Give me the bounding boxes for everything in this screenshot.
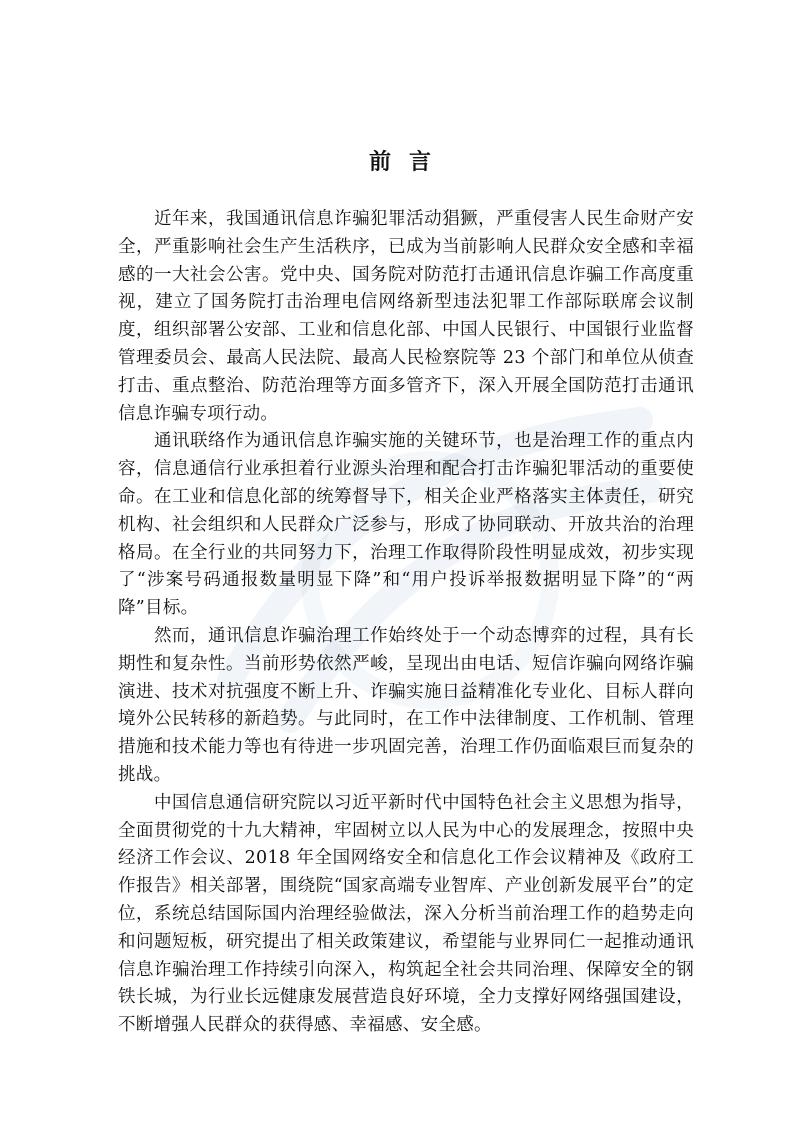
paragraph-1: 近年来，我国通讯信息诈骗犯罪活动猖獗，严重侵害人民生命财产安全，严重影响社会生产生活秩序，已成为当前影响人民群众安全感和幸福感的一大社会公害。党中央、国务院对防范打击通讯信息诈骗工作高度重视，建立了国务院打击治理电信网络新型违法犯罪工作部际联席会议制度，组织部署公安部、工业和信息化部、中国人民银行、中国银行业监督管理委员会、最高人民法院、最高人民检察院等 23 个部门和单位从侦查打击、重点整治、防范治理等方面多管齐下，深入开展全国防范打击通讯信息诈骗专项行动。 <box>118 209 694 424</box>
paragraph-4: 中国信息通信研究院以习近平新时代中国特色社会主义思想为指导，全面贯彻党的十九大精神，牢固树立以人民为中心的发展理念，按照中央经济工作会议、2018 年全国网络安全和信息化工作会议精神及《政府工作报告》相关部署，围绕院“国家高端专业智库、产业创新发展平台”的定位，系统总结国际国内治理经验做法，深入分析当前治理工作的趋势走向和问题短板，研究提出了相关政策建议，希望能与业界同仁一起推动通讯信息诈骗治理工作持续引向深入，构筑起全社会共同治理、保障安全的钢铁长城，为行业长远健康发展营造良好环境，全力支撑好网络强国建设，不断增强人民群众的获得感、幸福感、安全感。 <box>118 792 694 1036</box>
page-title: 前言 <box>368 148 449 175</box>
paragraph-3: 然而，通讯信息诈骗治理工作始终处于一个动态博弈的过程，具有长期性和复杂性。当前形势依然严峻，呈现出由电话、短信诈骗向网络诈骗演进、技术对抗强度不断上升、诈骗实施日益精准化专业化、目标人群向境外公民转移的新趋势。与此同时，在工作中法律制度、工作机制、管理措施和技术能力等也有待进一步巩固完善，治理工作仍面临艰巨而复杂的挑战。 <box>118 625 694 785</box>
paragraph-2: 通讯联络作为通讯信息诈骗实施的关键环节，也是治理工作的重点内容，信息通信行业承担着行业源头治理和配合打击诈骗犯罪活动的重要使命。在工业和信息化部的统筹督导下，相关企业严格落实主体责任，研究机构、社会组织和人民群众广泛参与，形成了协同联动、开放共治的治理格局。在全行业的共同努力下，治理工作取得阶段性明显成效，初步实现了“涉案号码通报数量明显下降”和“用户投诉举报数据明显下降”的“两降”目标。 <box>118 431 694 619</box>
body-text <box>118 206 694 1040</box>
